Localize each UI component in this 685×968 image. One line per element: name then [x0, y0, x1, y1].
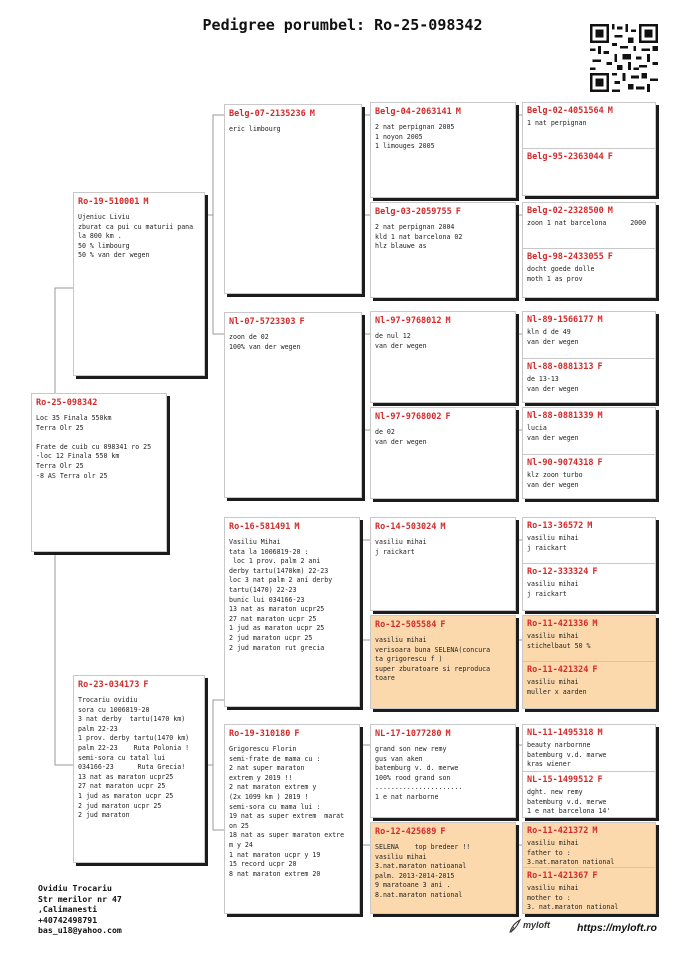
dam-dam-sex: F: [294, 729, 300, 739]
sire-note: Ujeniuc Liviu zburat ca pui cu maturii pana la 800 km . 50 % limbourg 50 % van der wegen: [78, 213, 194, 260]
g4-pair: [522, 724, 656, 818]
dam-ring: Ro-23-034173: [78, 680, 140, 690]
g3-sex: F: [455, 207, 461, 217]
g3-ring: NL-17-1077280: [375, 729, 442, 739]
g4-ring: Ro-12-333324: [527, 567, 589, 577]
owner-city: ,Calimanesti: [38, 904, 98, 915]
dam-card[interactable]: [73, 675, 205, 863]
g3-note: 2 nat perpignan 2004 kld 1 nat barcelona 02 hlz blauwe as: [375, 223, 463, 251]
g4-ring: Ro-11-421324: [527, 665, 589, 675]
owner-phone: +40742498791: [38, 914, 98, 925]
g4-pair: [522, 407, 656, 499]
g4-sex: F: [607, 252, 613, 262]
g4-entry[interactable]: [523, 518, 655, 563]
brand-name: myloft: [523, 920, 550, 930]
dam-sire-sex: M: [294, 522, 300, 532]
g4-ring: Nl-89-1566177: [527, 315, 594, 325]
g3-ring: Ro-12-505584: [375, 620, 437, 630]
g4-entry[interactable]: [523, 661, 655, 709]
dam-sire-note: Vasiliu Mihai tata la 1006819-20 : loc 1 prov. palm 2 ani derby tartu(1470km) 22-23 loc 3 nat palm 2 ani derby tartu(1470) 22-23 bunic lui 034166-23 13 nat as maraton ucpr25 27 nat maraton ucpr 25 1 jud as maraton ucpr 25 2 jud maraton ucpr 25 2 jud maraton rut grecia: [229, 538, 333, 652]
subject-ring: Ro-25-098342: [36, 398, 98, 408]
g3-card[interactable]: [370, 822, 516, 914]
g4-ring: Ro-11-421336: [527, 619, 589, 629]
g4-ring: Nl-88-0881313: [527, 362, 594, 372]
g3-ring: Nl-97-9768012: [375, 316, 442, 326]
g4-entry[interactable]: [523, 771, 655, 818]
g4-entry[interactable]: [523, 148, 655, 196]
g4-entry[interactable]: [523, 616, 655, 661]
g4-sex: M: [607, 106, 613, 116]
g3-ring: Ro-12-425689: [375, 827, 437, 837]
g3-card[interactable]: [370, 202, 516, 298]
g4-ring: Belg-02-2328500: [527, 206, 604, 216]
g3-note: vasiliu mihai verisoara buna SELENA(concura ta grigorescu f ) super zburatoare si reproduca toare: [375, 636, 491, 683]
sire-sex: M: [143, 197, 149, 207]
owner-email: bas_u18@yahoo.com: [38, 925, 122, 936]
g4-sex: F: [592, 665, 598, 675]
g4-ring: Ro-11-421367: [527, 871, 589, 881]
g3-ring: Belg-03-2059755: [375, 207, 452, 217]
g4-note: vasiliu mihai muller x aarden: [527, 678, 587, 696]
sire-card[interactable]: [73, 192, 205, 376]
dam-dam-note: Grigorescu Florin semi-frate de mama cu : 2 nat super maraton extrem y 2019 !! 2 nat maraton extrem y (2x 1099 km ) 2019 ! semi-sora cu mama lui : 19 nat as super extrem marat on 25 18 nat as super maraton extre m y 24 1 nat maraton ucpr y 19 15 record ucpr 20 8 nat maraton extrem 20: [229, 745, 345, 878]
g4-ring: Nl-90-9074318: [527, 458, 594, 468]
g4-sex: F: [592, 567, 598, 577]
g3-card[interactable]: [370, 724, 516, 818]
g4-sex: M: [597, 728, 603, 738]
sire-dam-ring: Nl-07-5723303: [229, 317, 296, 327]
g3-note: SELENA top bredeer !! vasiliu mihai 3.nat.maraton natioanal palm. 2013-2014-2015 9 maratoane 3 ani . 8.nat.maraton national: [375, 843, 471, 899]
sire-ring: Ro-19-510001: [78, 197, 140, 207]
g3-card[interactable]: [370, 102, 516, 198]
g3-sex: F: [440, 827, 446, 837]
g4-note: dght. new remy batemburg v.d. merwe 1 e nat barcelona 14': [527, 788, 611, 816]
g4-note: vasiliu mihai stichelbaut 50 %: [527, 632, 591, 650]
owner-name: Ovidiu Trocariu: [38, 883, 112, 893]
g4-note: vasiliu mihai j raickart: [527, 580, 579, 598]
g4-sex: F: [592, 871, 598, 881]
g4-note: zoon 1 nat barcelona 2000: [527, 219, 647, 227]
site-link[interactable]: https://myloft.ro: [577, 922, 657, 934]
dam-note: Trocariu ovidiu sora cu 1006819-20 3 nat derby tartu(1470 km) palm 22-23 1 prov. derby tartu(1470 km) palm 22-23 Ruta Polonia ! semi-sora cu tatal lui 034166-23 Ruta Grecia! 13 nat as maraton ucpr25 27 nat maraton ucpr 25 1 jud as maraton ucpr 25 2 jud maraton ucpr 25 2 jud maraton: [78, 696, 190, 820]
sire-sire-note: eric limbourg: [229, 125, 281, 133]
g4-ring: Belg-95-2363044: [527, 152, 604, 162]
g3-ring: Nl-97-9768002: [375, 412, 442, 422]
g4-sex: F: [597, 458, 603, 468]
g4-note: vasiliu mihai j raickart: [527, 534, 579, 552]
g4-sex: M: [587, 521, 593, 531]
g3-note: de nul 12 van der wegen: [375, 332, 427, 350]
subject-note: Loc 35 Finala 550km Terra Olr 25 Frate de cuib cu 098341 ro 25 -loc 12 Finala 550 km Terra Olr 25 -8 AS Terra olr 25: [36, 414, 152, 480]
g4-sex: M: [597, 315, 603, 325]
g4-ring: NL-11-1495318: [527, 728, 594, 738]
sire-dam-sex: F: [299, 317, 305, 327]
g3-sex: F: [445, 412, 451, 422]
g4-sex: F: [597, 775, 603, 785]
g4-note: lucia van der wegen: [527, 424, 579, 442]
myloft-logo-icon: [508, 918, 522, 934]
dam-sex: F: [143, 680, 149, 690]
g4-entry[interactable]: [523, 563, 655, 611]
g3-ring: Ro-14-503024: [375, 522, 437, 532]
g4-note: kln d de 49 van der wegen: [527, 328, 579, 346]
g4-pair: [522, 102, 656, 196]
page-title: Pedigree porumbel: Ro-25-098342: [202, 16, 483, 34]
sire-sire-sex: M: [309, 109, 315, 119]
g4-ring: Belg-98-2433055: [527, 252, 604, 262]
g3-sex: M: [445, 729, 451, 739]
subject-card[interactable]: [31, 393, 167, 552]
g4-note: docht goede dolle moth 1 as prov: [527, 265, 595, 283]
owner-info: [38, 883, 122, 936]
g4-sex: M: [592, 619, 598, 629]
g4-pair: [522, 202, 656, 298]
g4-entry[interactable]: [523, 454, 655, 499]
g4-sex: M: [597, 411, 603, 421]
g4-note: vasiliu mihai father to : 3.nat.maraton national: [527, 839, 615, 867]
g4-entry[interactable]: [523, 358, 655, 403]
g4-ring: Ro-13-36572: [527, 521, 584, 531]
g4-pair: [522, 615, 656, 709]
g4-sex: F: [607, 152, 613, 162]
owner-street: Str merilor nr 47: [38, 893, 122, 904]
g4-pair: [522, 822, 656, 914]
g3-note: grand son new remy gus van aken batemburg v. d. merwe 100% rood grand son ...................... 1 e nat narborne: [375, 745, 463, 801]
g4-sex: M: [607, 206, 613, 216]
dam-sire-card[interactable]: [224, 517, 360, 707]
g4-entry[interactable]: [523, 823, 655, 867]
dam-dam-ring: Ro-19-310180: [229, 729, 291, 739]
g4-entry[interactable]: [523, 408, 655, 454]
g4-ring: Belg-02-4051564: [527, 106, 604, 116]
g4-note: de 13-13 van der wegen: [527, 375, 579, 393]
dam-dam-card[interactable]: [224, 724, 360, 914]
g4-note: beauty narbornne batemburg v.d. marwe kras wiener: [527, 741, 607, 769]
g4-note: vasiliu mihai mother to : 3. nat.maraton national: [527, 884, 619, 912]
g4-ring: NL-15-1499512: [527, 775, 594, 785]
g4-pair: [522, 517, 656, 611]
g4-entry[interactable]: [523, 725, 655, 771]
g3-ring: Belg-04-2063141: [375, 107, 452, 117]
g3-card[interactable]: [370, 311, 516, 403]
g4-sex: M: [592, 826, 598, 836]
dam-sire-ring: Ro-16-581491: [229, 522, 291, 532]
g4-entry[interactable]: [523, 248, 655, 298]
g4-entry[interactable]: [523, 312, 655, 358]
g4-entry[interactable]: [523, 103, 655, 148]
g4-note: 1 nat perpignan: [527, 119, 587, 127]
g3-card[interactable]: [370, 615, 516, 709]
sire-dam-card[interactable]: [224, 312, 362, 498]
sire-sire-card[interactable]: [224, 104, 362, 294]
g3-note: vasiliu mihai j raickart: [375, 538, 427, 556]
g4-sex: F: [597, 362, 603, 372]
g3-note: de 02 van der wegen: [375, 428, 427, 446]
g3-sex: M: [455, 107, 461, 117]
g3-card[interactable]: [370, 407, 516, 499]
g3-sex: M: [445, 316, 451, 326]
g4-ring: Nl-88-0881339: [527, 411, 594, 421]
g4-entry[interactable]: [523, 203, 655, 248]
g3-note: 2 nat perpignan 2005 1 noyon 2005 1 limouges 2005: [375, 123, 455, 151]
g3-card[interactable]: [370, 517, 516, 611]
sire-dam-note: zoon de 02 100% van der wegen: [229, 333, 301, 351]
g3-sex: M: [440, 522, 446, 532]
g3-sex: F: [440, 620, 446, 630]
g4-note: klz zoon turbo van der wegen: [527, 471, 583, 489]
g4-ring: Ro-11-421372: [527, 826, 589, 836]
g4-pair: [522, 311, 656, 403]
sire-sire-ring: Belg-07-2135236: [229, 109, 306, 119]
g4-entry[interactable]: [523, 867, 655, 914]
